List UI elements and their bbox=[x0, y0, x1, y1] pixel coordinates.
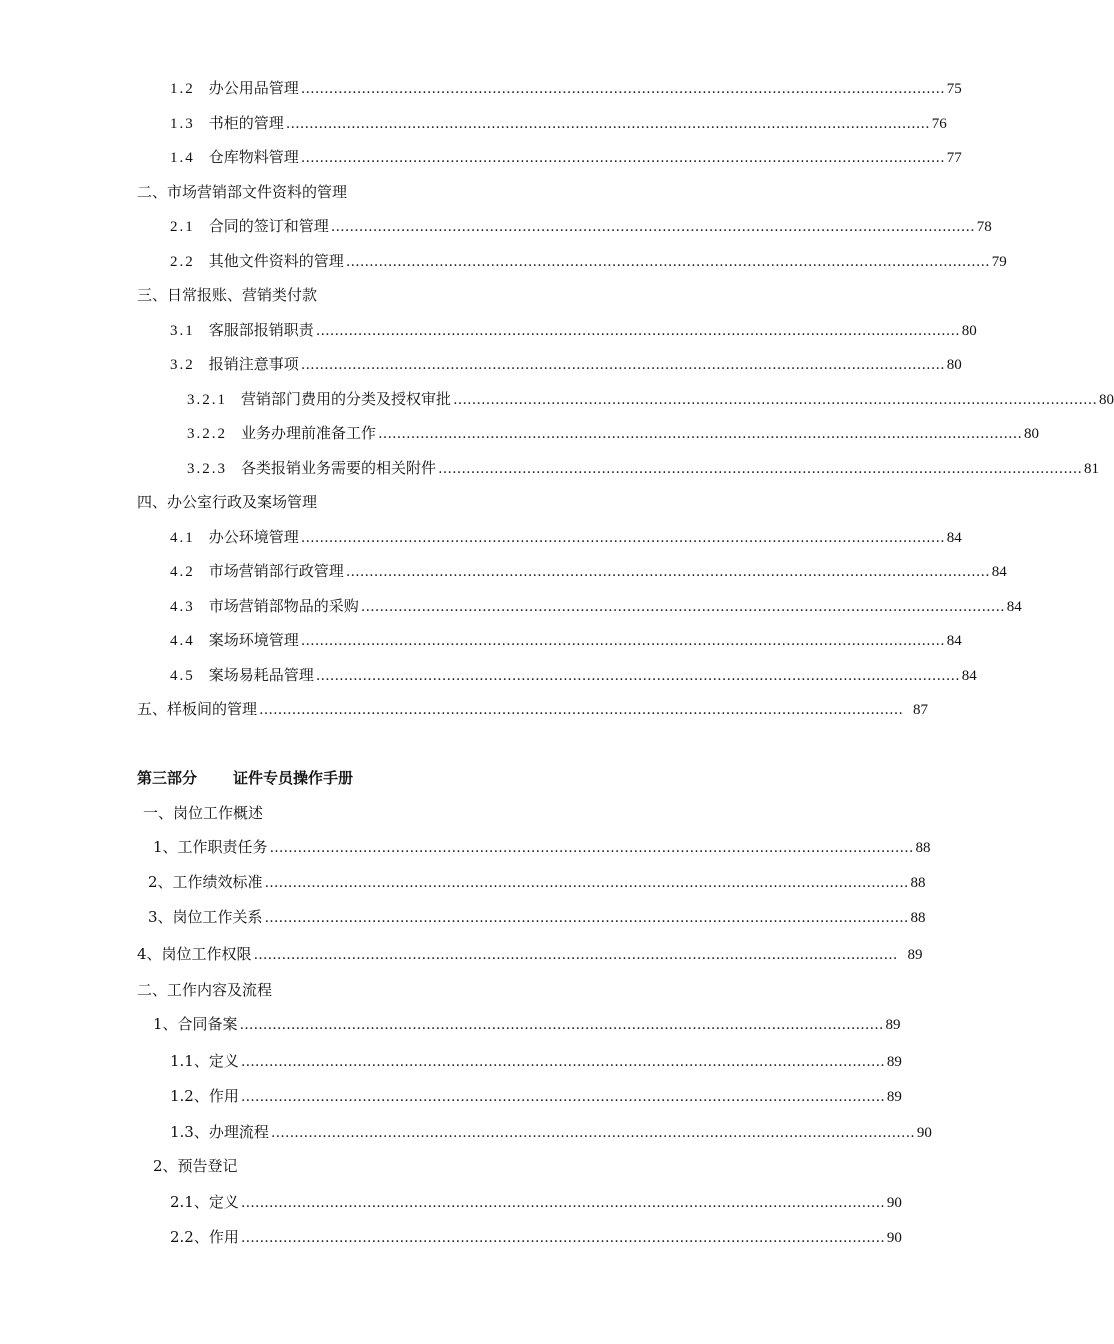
toc-entry-label: 1.2、作用 bbox=[170, 1087, 239, 1105]
toc-page-number: 90 bbox=[916, 1125, 932, 1141]
toc-entry[interactable] bbox=[170, 665, 977, 686]
dot-leader: ………………………………………………………………………………………………………………………… bbox=[239, 1017, 884, 1033]
toc-page-number: 84 bbox=[946, 530, 962, 546]
toc-entry-label: 4.3 市场营销部物品的采购 bbox=[170, 597, 359, 615]
toc-entry-label: 2.1 合同的签订和管理 bbox=[170, 217, 329, 235]
toc-entry-label: 2.2 其他文件资料的管理 bbox=[170, 252, 344, 270]
toc-entry[interactable] bbox=[170, 561, 1007, 582]
part-name: 证件专员操作手册 bbox=[233, 769, 354, 787]
toc-page-number: 80 bbox=[1024, 426, 1040, 442]
toc-section-heading[interactable]: 二、市场营销部文件资料的管理 bbox=[137, 183, 348, 201]
toc-entry[interactable] bbox=[148, 907, 926, 928]
part-title bbox=[137, 768, 353, 788]
toc-entry[interactable] bbox=[137, 944, 923, 965]
dot-leader: ………………………………………………………………………………………………………………………… bbox=[270, 1125, 915, 1141]
toc-section-heading[interactable]: 四、办公室行政及案场管理 bbox=[137, 493, 318, 511]
part-number: 第三部分 bbox=[137, 769, 198, 787]
toc-entry[interactable] bbox=[187, 458, 1100, 479]
toc-entry-label: 3.2.1 营销部门费用的分类及授权审批 bbox=[187, 390, 452, 408]
toc-entry[interactable] bbox=[170, 1192, 902, 1213]
toc-entry-label: 2.1、定义 bbox=[170, 1193, 239, 1211]
dot-leader: ………………………………………………………………………………………………………………………… bbox=[240, 1089, 885, 1105]
dot-leader: ………………………………………………………………………………………………………………………… bbox=[330, 219, 975, 235]
dot-leader: ………………………………………………………………………………………………………………………… bbox=[285, 116, 930, 132]
toc-entry[interactable] bbox=[170, 216, 992, 237]
toc-entry[interactable] bbox=[153, 1014, 901, 1035]
dot-leader: ………………………………………………………………………………………………………………………… bbox=[315, 668, 960, 684]
toc-entry-label: 4.2 市场营销部行政管理 bbox=[170, 562, 344, 580]
dot-leader: ………………………………………………………………………………………………………………………… bbox=[345, 564, 990, 580]
toc-entry-label: 2、工作绩效标准 bbox=[148, 873, 263, 891]
toc-page-number: 79 bbox=[991, 254, 1007, 270]
toc-entry-label: 4、岗位工作权限 bbox=[137, 945, 252, 963]
dot-leader: ………………………………………………………………………………………………………………………… bbox=[264, 910, 909, 926]
toc-page-number: 77 bbox=[946, 150, 962, 166]
toc-entry[interactable] bbox=[170, 1086, 902, 1107]
toc-page-number: 89 bbox=[907, 947, 923, 963]
dot-leader: ………………………………………………………………………………………………………………………… bbox=[240, 1054, 885, 1070]
dot-leader: ………………………………………………………………………………………………………………………… bbox=[438, 461, 1083, 477]
toc-entry[interactable] bbox=[170, 1227, 902, 1248]
toc-page-number: 84 bbox=[961, 668, 977, 684]
toc-entry-label: 1.3 书柜的管理 bbox=[170, 114, 284, 132]
toc-entry-label: 3.2.3 各类报销业务需要的相关附件 bbox=[187, 459, 437, 477]
toc-entry-label: 1.3、办理流程 bbox=[170, 1123, 269, 1141]
toc-page-number: 76 bbox=[931, 116, 947, 132]
toc-entry[interactable] bbox=[153, 837, 931, 858]
toc-entry[interactable] bbox=[170, 1122, 932, 1143]
toc-entry-label: 1、合同备案 bbox=[153, 1015, 238, 1033]
toc-entry-label: 1、工作职责任务 bbox=[153, 838, 268, 856]
toc-entry[interactable] bbox=[170, 320, 977, 341]
toc-page-number: 80 bbox=[961, 323, 977, 339]
toc-entry[interactable] bbox=[170, 78, 962, 99]
dot-leader: ………………………………………………………………………………………………………………………… bbox=[259, 702, 904, 718]
toc-entry[interactable] bbox=[170, 596, 1022, 617]
toc-page-number: 81 bbox=[1084, 461, 1100, 477]
dot-leader: ………………………………………………………………………………………………………………………… bbox=[345, 254, 990, 270]
toc-page-number: 87 bbox=[913, 702, 929, 718]
toc-page-number: 89 bbox=[886, 1089, 902, 1105]
toc-entry[interactable] bbox=[170, 1051, 902, 1072]
toc-entry-label: 2.2、作用 bbox=[170, 1228, 239, 1246]
toc-section-heading[interactable]: 一、岗位工作概述 bbox=[143, 804, 264, 822]
toc-page-number: 75 bbox=[946, 81, 962, 97]
dot-leader: ………………………………………………………………………………………………………………………… bbox=[378, 426, 1023, 442]
toc-entry-label: 4.4 案场环境管理 bbox=[170, 631, 299, 649]
dot-leader: ………………………………………………………………………………………………………………………… bbox=[300, 357, 945, 373]
toc-entry[interactable] bbox=[137, 699, 929, 720]
toc-page-number: 88 bbox=[915, 840, 931, 856]
dot-leader: ………………………………………………………………………………………………………………………… bbox=[240, 1195, 885, 1211]
toc-page-number: 80 bbox=[946, 357, 962, 373]
toc-entry[interactable] bbox=[148, 872, 926, 893]
toc-entry[interactable] bbox=[170, 113, 947, 134]
toc-page-number: 78 bbox=[976, 219, 992, 235]
toc-page-number: 88 bbox=[910, 910, 926, 926]
dot-leader: ………………………………………………………………………………………………………………………… bbox=[360, 599, 1005, 615]
dot-leader: ………………………………………………………………………………………………………………………… bbox=[264, 875, 909, 891]
dot-leader: ………………………………………………………………………………………………………………………… bbox=[300, 150, 945, 166]
dot-leader: ………………………………………………………………………………………………………………………… bbox=[453, 392, 1098, 408]
toc-entry-label: 3.2 报销注意事项 bbox=[170, 355, 299, 373]
dot-leader: ………………………………………………………………………………………………………………………… bbox=[300, 530, 945, 546]
toc-entry-label: 3.2.2 业务办理前准备工作 bbox=[187, 424, 377, 442]
toc-page-number: 80 bbox=[1099, 392, 1114, 408]
toc-page-number: 90 bbox=[886, 1195, 902, 1211]
toc-section-heading[interactable]: 二、工作内容及流程 bbox=[137, 981, 273, 999]
dot-leader: ………………………………………………………………………………………………………………………… bbox=[269, 840, 914, 856]
toc-entry-label: 3.1 客服部报销职责 bbox=[170, 321, 314, 339]
toc-entry-label: 1.2 办公用品管理 bbox=[170, 79, 299, 97]
toc-entry[interactable] bbox=[170, 630, 962, 651]
toc-entry-label: 4.5 案场易耗品管理 bbox=[170, 666, 314, 684]
toc-entry[interactable] bbox=[187, 389, 1114, 410]
toc-subsection-heading[interactable]: 2、预告登记 bbox=[153, 1157, 238, 1175]
toc-page-number: 84 bbox=[1006, 599, 1022, 615]
toc-entry-label: 1.1、定义 bbox=[170, 1052, 239, 1070]
toc-section-heading[interactable]: 三、日常报账、营销类付款 bbox=[137, 286, 318, 304]
toc-page-number: 89 bbox=[885, 1017, 901, 1033]
toc-entry-label: 4.1 办公环境管理 bbox=[170, 528, 299, 546]
toc-entry[interactable] bbox=[170, 147, 962, 168]
dot-leader: ………………………………………………………………………………………………………………………… bbox=[240, 1230, 885, 1246]
toc-entry-label: 3、岗位工作关系 bbox=[148, 908, 263, 926]
dot-leader: ………………………………………………………………………………………………………………………… bbox=[300, 633, 945, 649]
dot-leader: ………………………………………………………………………………………………………………………… bbox=[253, 947, 898, 963]
toc-entry[interactable] bbox=[187, 423, 1040, 444]
toc-page-number: 88 bbox=[910, 875, 926, 891]
toc-page-number: 90 bbox=[886, 1230, 902, 1246]
toc-entry[interactable] bbox=[170, 354, 962, 375]
toc-page-number: 89 bbox=[886, 1054, 902, 1070]
toc-page-number: 84 bbox=[991, 564, 1007, 580]
toc-entry[interactable] bbox=[170, 527, 962, 548]
toc-page-number: 84 bbox=[946, 633, 962, 649]
dot-leader: ………………………………………………………………………………………………………………………… bbox=[315, 323, 960, 339]
toc-entry-label: 1.4 仓库物料管理 bbox=[170, 148, 299, 166]
toc-entry-label: 五、样板间的管理 bbox=[137, 700, 258, 718]
dot-leader: ………………………………………………………………………………………………………………………… bbox=[300, 81, 945, 97]
toc-entry[interactable] bbox=[170, 251, 1007, 272]
